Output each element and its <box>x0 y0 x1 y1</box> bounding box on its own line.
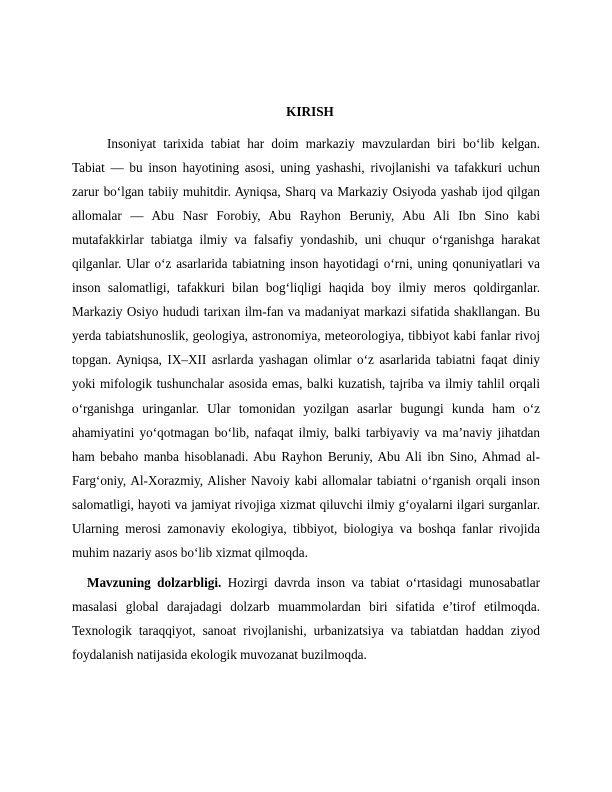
paragraph-text: Hozirgi davrda inson va tabiat o‘rtasidagi munosabatlar masalasi global darajadagi dolzarb muammolardan biri sifatida e’tirof etilmoqda. Texnologik taraqqiyot, sanoat rivojlanishi, urbanizatsiya va tabiatdan haddan ziyod foydalanish natijasida ekologik muvozanat buzilmoqda. <box>72 574 540 662</box>
page-content <box>72 100 540 667</box>
paragraph-lead-heading: Mavzuning dolzarbligi. <box>87 574 222 590</box>
paragraph-text: Insoniyat tarixida tabiat har doim markaziy mavzulardan biri bo‘lib kelgan. Tabiat — bu inson hayotining asosi, uning yashashi, rivojlanishi va tafakkuri uchun zarur bo‘lgan tabiiy muhitdir. Ayniqsa, Sharq va Markaziy Osiyoda yashab ijod qilgan allomalar — Abu Nasr Forobiy, Abu Rayhon Beruniy, Abu Ali Ibn Sino kabi mutafakkirlar tabiatga ilmiy va falsafiy yondashib, uni chuqur o‘rganishga harakat qilganlar. Ular o‘z asarlarida tabiatning inson hayotidagi o‘rni, uning qonuniyatlari va inson salomatligi, tafakkuri bilan bog‘liqligi haqida boy ilmiy meros qoldirganlar. Markaziy Osiyo hududi tarixan ilm-fan va madaniyat markazi sifatida shakllangan. Bu yerda tabiatshunoslik, geologiya, astronomiya, meteorologiya, tibbiyot kabi fanlar rivoj topgan. Ayniqsa, IX–XII asrlarda yashagan olimlar o‘z asarlarida tabiatni faqat diniy yoki mifologik tushunchalar asosida emas, balki kuzatish, tajriba va ilmiy tahlil orqali o‘rganishga uringanlar. Ular tomonidan yozilgan asarlar bugungi kunda ham o‘z ahamiyatini yo‘qotmagan bo‘lib, nafaqat ilmiy, balki tarbiyaviy va ma’naviy jihatdan ham bebaho manba hisoblanadi. Abu Rayhon Beruniy, Abu Ali ibn Sino, Ahmad al-Farg‘oniy, Al-Xorazmiy, Alisher Navoiy kabi allomalar tabiatni o‘rganish orqali inson salomatligi, hayoti va jamiyat rivojiga xizmat qiluvchi ilmiy g‘oyalarni ilgari surganlar. Ularning merosi zamonaviy ekologiya, tibbiyot, biologiya va boshqa fanlar rivojida muhim nazariy asos bo‘lib xizmat qilmoqda. <box>72 136 540 560</box>
paragraph-introduction <box>72 132 540 565</box>
paragraph-relevance <box>72 571 540 667</box>
section-heading: KIRISH <box>286 104 334 119</box>
